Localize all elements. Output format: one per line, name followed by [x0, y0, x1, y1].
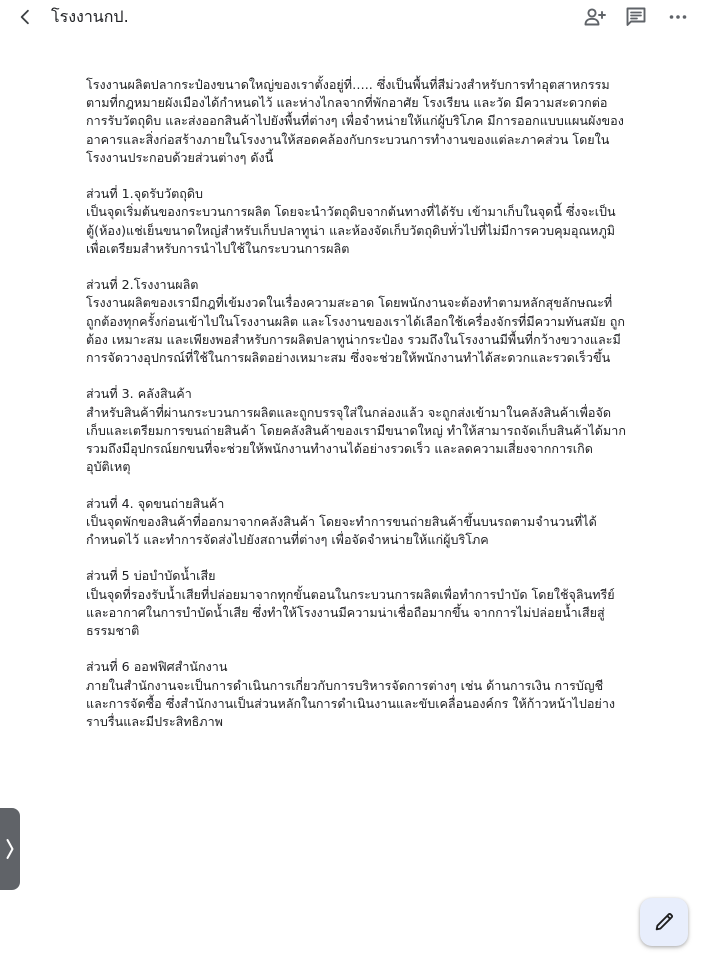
section-4	[86, 495, 626, 550]
section-text: เป็นจุดพักของสินค้าที่ออกมาจากคลังสินค้า โดยจะทำการขนถ่ายสินค้าขึ้นบนรถตามจำนวนที่ได้กำหนดไว้ และทำการจัดส่งไปยังสถานที่ต่างๆ เพื่อจัดจำหน่ายให้แก่ผู้บริโภค	[86, 513, 597, 548]
section-text: เป็นจุดที่รองรับน้ำเสียที่ปล่อยมาจากทุกขั้นตอนในกระบวนการผลิตเพื่อทำการบำบัด โดยใช้จุลินทรีย์และอากาศในการบำบัดน้ำเสีย ซึ่งทำให้โรงงานมีความน่าเชื่อถือมากขึ้น จากการไม่ปล่อยน้ำเสียสู่ธรรมชาติ	[86, 586, 615, 639]
top-app-bar	[0, 0, 702, 34]
section-heading: ส่วนที่ 3. คลังสินค้า	[86, 386, 192, 402]
section-5	[86, 567, 626, 640]
more-options-button[interactable]	[664, 3, 692, 31]
back-button[interactable]	[12, 4, 38, 30]
section-heading: ส่วนที่ 2.โรงงานผลิต	[86, 277, 199, 293]
add-person-button[interactable]	[581, 3, 609, 31]
section-text: ภายในสำนักงานจะเป็นการดำเนินการเกี่ยวกับการบริหารจัดการต่างๆ เช่น ด้านการเงิน การบัญชี และการจัดซื้อ ซึ่งสำนักงานเป็นส่วนหลักในการดำเนินงานและขับเคลื่อนองค์กร ให้ก้าวหน้าไปอย่างราบรื่นและมีประสิทธิภาพ	[86, 677, 616, 730]
side-panel-toggle[interactable]	[0, 808, 20, 890]
section-text: เป็นจุดเริ่มต้นของกระบวนการผลิต โดยจะนำวัตถุดิบจากต้นทางที่ได้รับ เข้ามาเก็บในจุดนี้ ซึ่งจะเป็นตู้(ห้อง)แช่เย็นขนาดใหญ่สำหรับเก็บปลาทูน่า และห้องจัดเก็บวัตถุดิบทั่วไปที่ไม่มีการควบคุมอุณหภูมิ เพื่อเตรียมสำหรับการนำไปใช้ในกระบวนการผลิต	[86, 204, 616, 256]
document-body[interactable]	[86, 76, 626, 749]
comment-icon	[624, 5, 648, 29]
section-heading: ส่วนที่ 1.จุดรับวัตถุดิบ	[86, 186, 204, 202]
document-title: โรงงานกป.	[51, 7, 129, 26]
intro-paragraph: โรงงานผลิตปลากระป๋องขนาดใหญ่ของเราตั้งอยู่ที่….. ซึ่งเป็นพื้นที่สีม่วงสำหรับการทำอุตสาหกรรม ตามที่กฎหมายผังเมืองได้กำหนดไว้ และห่างไกลจากที่พักอาศัย โรงเรียน และวัด มีความสะดวกต่อการรับวัตถุดิบ และส่งออกสินค้าไปยังพื้นที่ต่างๆ เพื่อจำหน่ายให้แก่ผู้บริโภค มีการออกแบบแผนผังของอาคารและสิ่งก่อสร้างภายในโรงงานให้สอดคล้องกับกระบวนการทำงานของแต่ละภาคส่วน โดยในโรงงานประกอบด้วยส่วนต่างๆ ดังนี้	[86, 77, 624, 165]
section-heading: ส่วนที่ 5 บ่อบำบัดน้ำเสีย	[86, 568, 216, 584]
section-heading: ส่วนที่ 4. จุดขนถ่ายสินค้า	[86, 495, 225, 511]
comments-button[interactable]	[622, 3, 650, 31]
edit-fab-button[interactable]	[640, 898, 688, 946]
section-text: โรงงานผลิตของเรามีกฎที่เข้มงวดในเรื่องความสะอาด โดยพนักงานจะต้องทำตามหลักสุขลักษณะที่ถูกต้องทุกครั้งก่อนเข้าไปในโรงงานผลิต และโรงงานของเราได้เลือกใช้เครื่องจักรที่มีความทันสมัย ถูกต้อง เหมาะสม และเพียงพอสำหรับการผลิตปลาทูน่ากระป๋อง รวมถึงในโรงงานมีพื้นที่กว้างขวางและมีการจัดวางอุปกรณ์ที่ใช้ในการผลิตอย่างเหมาะสม ซึ่งจะช่วยให้พนักงานทำได้สะดวกและรวดเร็วขึ้น	[86, 295, 626, 366]
section-6	[86, 658, 626, 731]
section-1	[86, 185, 626, 258]
section-heading: ส่วนที่ 6 ออฟฟิศสำนักงาน	[86, 659, 228, 675]
chevron-left-icon	[15, 7, 35, 27]
section-2	[86, 276, 626, 367]
section-3	[86, 385, 626, 476]
section-text: สำหรับสินค้าที่ผ่านกระบวนการผลิตและถูกบรรจุใส่ในกล่องแล้ว จะถูกส่งเข้ามาในคลังสินค้าเพื่อจัดเก็บและเตรียมการขนถ่ายสินค้า โดยคลังสินค้าของเรามีขนาดใหญ่ ทำให้สามารถจัดเก็บสินค้าได้มาก รวมถึงมีอุปกรณ์ยกขนที่จะช่วยให้พนักงานทำงานได้อย่างรวดเร็ว และลดความเสี่ยงจากการเกิดอุบัติเหตุ	[86, 404, 626, 475]
more-horizontal-icon	[666, 5, 690, 29]
pencil-edit-icon	[653, 911, 675, 933]
chevron-right-icon	[5, 838, 15, 860]
person-add-icon	[583, 5, 607, 29]
